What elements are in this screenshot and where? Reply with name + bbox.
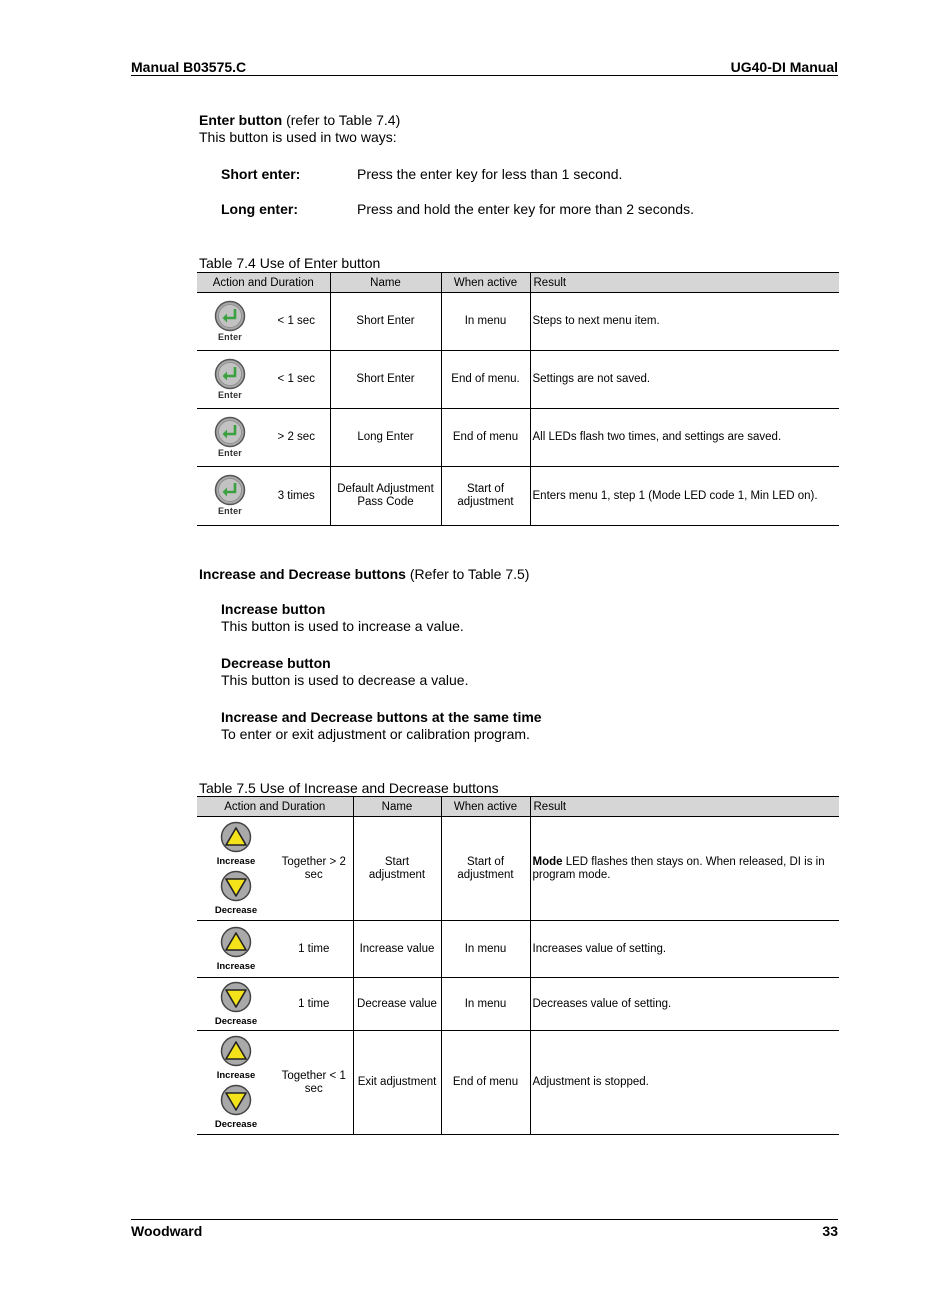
page-number: 33 [822,1223,838,1239]
action-cell [197,921,353,978]
table74 [197,272,839,526]
page-header [131,59,838,76]
when-active-cell: In menu [441,293,530,351]
both-buttons-text: To enter or exit adjustment or calibration program. [221,726,530,742]
short-enter-label: Short enter: [221,166,301,182]
table75-caption: Table 7.5 Use of Increase and Decrease buttons [199,780,499,796]
duration: Together > 2 sec [281,855,346,881]
enter-button-icon [214,474,246,506]
increase-title: Increase button [221,601,326,617]
name-cell: Short Enter [330,293,441,351]
table-row [197,467,839,526]
result-cell: Increases value of setting. [530,921,839,978]
enter-button-icon [214,300,246,332]
col-result: Result [530,273,839,293]
when-active-cell: In menu [441,921,530,978]
table75 [197,796,839,1135]
enter-button-icon [214,358,246,390]
when-active-cell: Start of adjustment [441,817,530,921]
increase-button-label: Increase [216,855,256,867]
decrease-button-label: Decrease [214,1015,258,1027]
increase-button-label: Increase [216,960,256,972]
decrease-button-icon [220,981,252,1013]
increase-button-label: Increase [216,1069,256,1081]
enter-button-label: Enter [217,506,242,516]
enter-intro: This button is used in two ways: [199,129,397,145]
table-row [197,1031,839,1135]
decrease-text: This button is used to decrease a value. [221,672,469,688]
when-active-cell: End of menu [441,409,530,467]
incdec-section-title: Increase and Decrease buttons (Refer to Table 7.5) [199,566,530,582]
result-cell: Adjustment is stopped. [530,1031,839,1135]
company-name: Woodward [131,1223,203,1239]
table-row [197,293,839,351]
long-enter-label: Long enter: [221,201,298,217]
table-row [197,921,839,978]
name-cell: Decrease value [353,978,441,1031]
duration: Together < 1 sec [281,1069,346,1095]
table74-caption: Table 7.4 Use of Enter button [199,255,381,271]
result-bold-term: Mode [532,855,563,868]
duration: > 2 sec [277,431,315,443]
result-cell: Settings are not saved. [530,351,839,409]
col-name: Name [353,797,441,817]
col-when: When active [441,273,530,293]
action-cell [197,1031,353,1135]
enter-button-label: Enter [217,447,242,458]
duration: 1 time [298,942,330,955]
name-cell: Exit adjustment [353,1031,441,1135]
duration: 1 time [298,997,330,1010]
increase-button-icon [220,821,252,853]
action-cell [197,409,330,467]
col-name: Name [330,273,441,293]
result-cell: All LEDs flash two times, and settings are saved. [530,409,839,467]
name-cell: Long Enter [330,409,441,467]
duration: 3 times [277,489,315,502]
increase-button-icon [220,1035,252,1067]
decrease-button-label: Decrease [214,1118,258,1130]
short-enter-text: Press the enter key for less than 1 second. [357,166,623,182]
when-active-cell: In menu [441,978,530,1031]
action-cell [197,467,330,526]
col-result: Result [530,797,839,817]
col-action: Action and Duration [197,797,353,817]
name-cell: Default Adjustment Pass Code [330,467,441,526]
table-row [197,817,839,921]
decrease-title: Decrease button [221,655,331,671]
action-cell [197,817,353,921]
page-footer [131,1219,838,1238]
when-active-cell: End of menu [441,1031,530,1135]
table75-header-row [197,797,839,817]
increase-text: This button is used to increase a value. [221,618,464,634]
table-row [197,351,839,409]
when-active-cell: Start of adjustment [441,467,530,526]
decrease-button-icon [220,870,252,902]
action-cell [197,978,353,1031]
action-cell [197,351,330,409]
action-cell [197,293,330,351]
result-cell: Enters menu 1, step 1 (Mode LED code 1, Min LED on). [530,467,839,526]
table-row [197,978,839,1031]
decrease-button-icon [220,1084,252,1116]
both-buttons-title: Increase and Decrease buttons at the same time [221,709,542,725]
name-cell: Increase value [353,921,441,978]
duration: < 1 sec [277,373,315,385]
manual-number: Manual B03575.C [131,59,247,75]
name-cell: Short Enter [330,351,441,409]
duration: < 1 sec [277,315,315,327]
manual-title: UG40-DI Manual [730,59,838,75]
name-cell: Start adjustment [353,817,441,921]
decrease-button-label: Decrease [214,904,258,916]
result-cell: Decreases value of setting. [530,978,839,1031]
table74-header-row [197,273,839,293]
long-enter-text: Press and hold the enter key for more than 2 seconds. [357,201,694,217]
col-when: When active [441,797,530,817]
result-text: LED flashes then stays on. When released, DI is in program mode. [532,855,825,881]
increase-button-icon [220,926,252,958]
table-row [197,409,839,467]
enter-section-title: Enter button (refer to Table 7.4) [199,112,401,128]
when-active-cell: End of menu. [441,351,530,409]
enter-button-label: Enter [217,331,242,342]
enter-button-label: Enter [217,389,242,400]
enter-button-icon [214,416,246,448]
result-cell: Steps to next menu item. [530,293,839,351]
col-action: Action and Duration [197,273,330,293]
result-cell [530,817,839,921]
